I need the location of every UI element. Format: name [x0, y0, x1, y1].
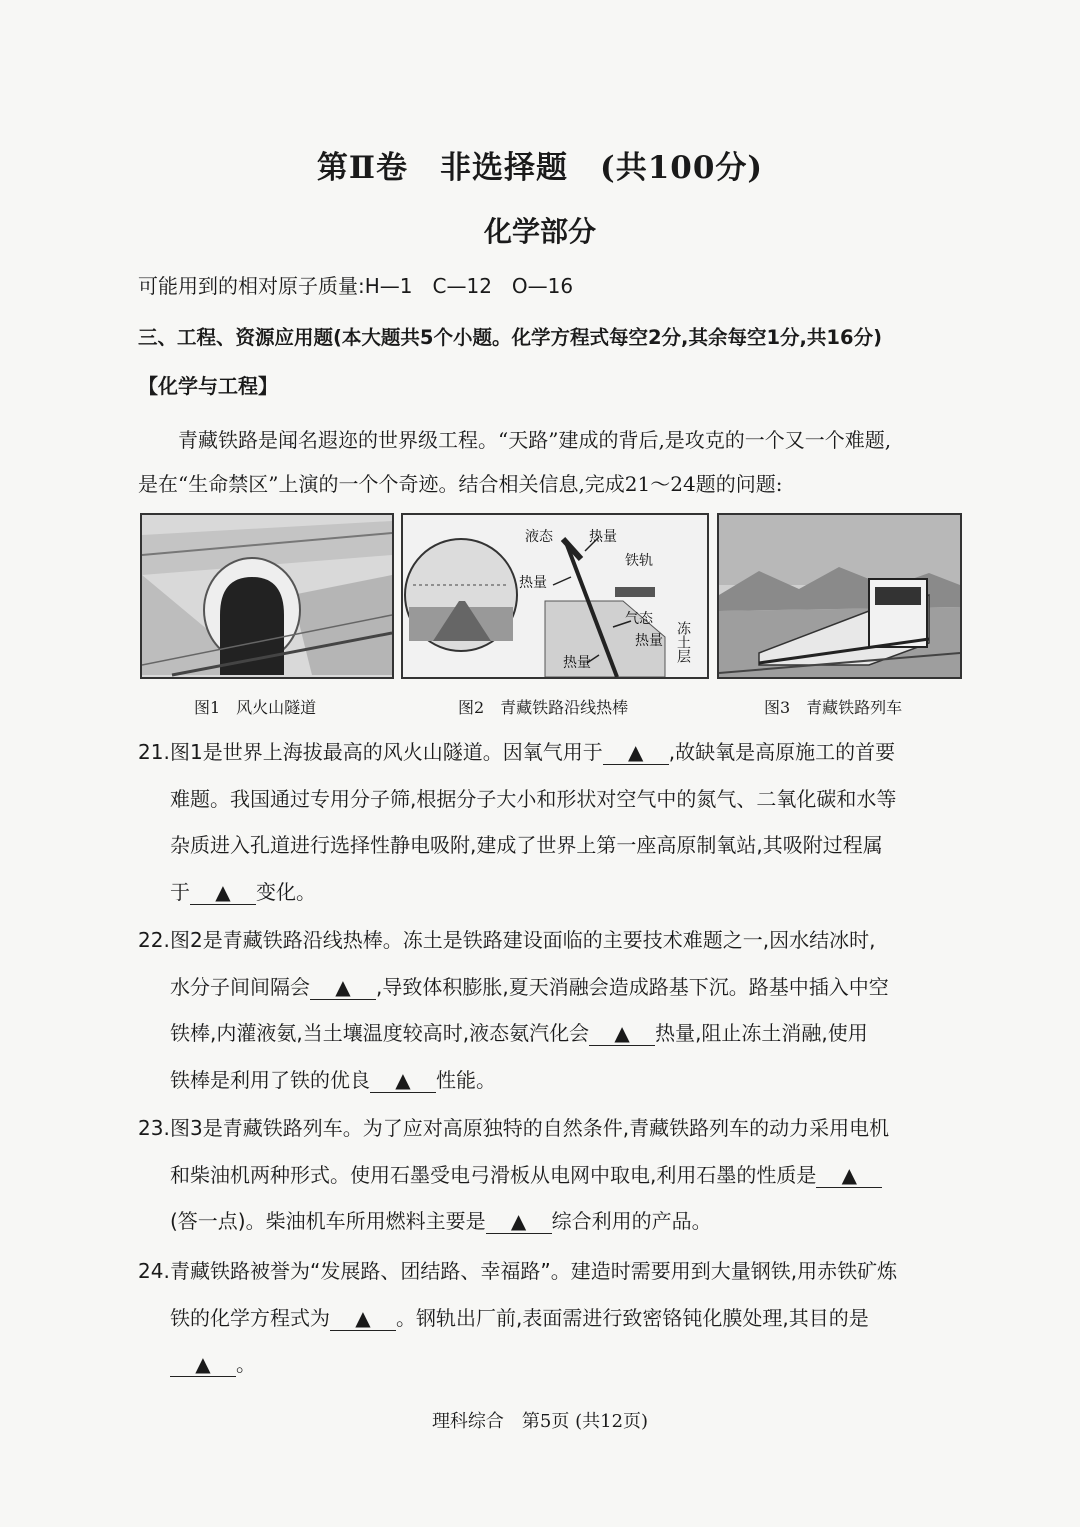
figure-3-train-image: [717, 513, 962, 679]
question-text: 性能。: [436, 1067, 496, 1092]
question-text: 变化。: [256, 879, 316, 904]
question-text: 图2是青藏铁路沿线热棒。冻土是铁路建设面临的主要技术难题之一,因水结冰时,: [170, 928, 876, 952]
figure-2-caption: 图2 青藏铁路沿线热棒: [458, 698, 629, 717]
question-text: 铁棒是利用了铁的优良: [170, 1067, 370, 1092]
subsection-heading: 【化学与工程】: [138, 374, 278, 398]
question-number: 24.: [138, 1259, 170, 1283]
intro-line: 青藏铁路是闻名遐迩的世界级工程。“天路”建成的背后,是攻克的一个又一个难题,: [178, 428, 892, 452]
question-text: 图1是世界上海拔最高的风火山隧道。因氧气用于: [170, 740, 603, 764]
answer-blank[interactable]: ▲: [310, 975, 376, 1000]
answer-blank[interactable]: ▲: [603, 740, 669, 765]
question-text: 。钢轨出厂前,表面需进行致密铬钝化膜处理,其目的是: [396, 1305, 869, 1330]
figure-1-tunnel-image: [140, 513, 394, 679]
question-text: 青藏铁路被誉为“发展路、团结路、幸福路”。建造时需要用到大量钢铁,用赤铁矿炼: [170, 1259, 898, 1283]
question-21: [138, 729, 968, 915]
question-text: 于: [170, 879, 190, 904]
question-text: 铁棒,内灌液氨,当土壤温度较高时,液态氨汽化会: [170, 1021, 590, 1045]
question-text: ,故缺氧是高原施工的首要: [668, 740, 896, 764]
part-title: 第Ⅱ卷 非选择题 (共100分): [316, 150, 764, 186]
label-permafrost: 冻土层: [675, 621, 691, 663]
label-heat-top: 热量: [589, 529, 617, 545]
label-heat-right: 热量: [635, 633, 663, 649]
section-subtitle: 化学部分: [483, 215, 596, 248]
question-number: 22.: [138, 928, 170, 952]
question-text: 铁的化学方程式为: [170, 1305, 330, 1330]
question-text: (答一点)。柴油机车所用燃料主要是: [170, 1209, 486, 1233]
question-text: 。: [236, 1352, 256, 1376]
figure-3-caption: 图3 青藏铁路列车: [764, 698, 903, 717]
question-text: 和柴油机两种形式。使用石墨受电弓滑板从电网中取电,利用石墨的性质是: [170, 1162, 817, 1187]
page-footer: 理科综合 第5页 (共12页): [431, 1411, 649, 1432]
question-text: 图3是青藏铁路列车。为了应对高原独特的自然条件,青藏铁路列车的动力采用电机: [170, 1116, 890, 1140]
answer-blank[interactable]: ▲: [190, 880, 256, 905]
question-23: [138, 1105, 968, 1245]
label-liquid: 液态: [525, 529, 553, 545]
figure-2-heat-rod-diagram: [401, 513, 709, 679]
question-text: 水分子间间隔会: [170, 974, 310, 999]
question-text: 热量,阻止冻土消融,使用: [655, 1021, 868, 1045]
label-heat-left: 热量: [519, 575, 547, 591]
section-heading: 三、工程、资源应用题(本大题共5个小题。化学方程式每空2分,其余每空1分,共16分): [138, 326, 882, 349]
label-rail: 铁轨: [625, 553, 653, 569]
answer-blank[interactable]: ▲: [486, 1209, 552, 1234]
answer-blank[interactable]: ▲: [330, 1306, 396, 1331]
question-number: 23.: [138, 1116, 170, 1140]
question-number: 21.: [138, 740, 170, 764]
figure-1-caption: 图1 风火山隧道: [194, 698, 317, 717]
intro-paragraph: [138, 418, 968, 506]
question-text: 难题。我国通过专用分子筛,根据分子大小和形状对空气中的氮气、二氧化碳和水等: [170, 786, 897, 811]
label-gas: 气态: [625, 611, 653, 627]
answer-blank[interactable]: ▲: [816, 1163, 882, 1188]
question-text: ,导致体积膨胀,夏天消融会造成路基下沉。路基中插入中空: [376, 974, 889, 999]
label-heat-bottom: 热量: [563, 655, 591, 671]
question-22: [138, 917, 968, 1103]
atomic-mass-note: 可能用到的相对原子质量:H—1 C—12 O—16: [138, 274, 574, 298]
intro-line: 是在“生命禁区”上演的一个个奇迹。结合相关信息,完成21～24题的问题:: [138, 472, 783, 496]
question-24: [138, 1248, 968, 1388]
question-text: 综合利用的产品。: [551, 1209, 712, 1233]
answer-blank[interactable]: ▲: [170, 1352, 236, 1377]
answer-blank[interactable]: ▲: [589, 1021, 655, 1046]
question-text: 杂质进入孔道进行选择性静电吸附,建成了世界上第一座高原制氧站,其吸附过程属: [170, 833, 883, 857]
answer-blank[interactable]: ▲: [370, 1068, 436, 1093]
